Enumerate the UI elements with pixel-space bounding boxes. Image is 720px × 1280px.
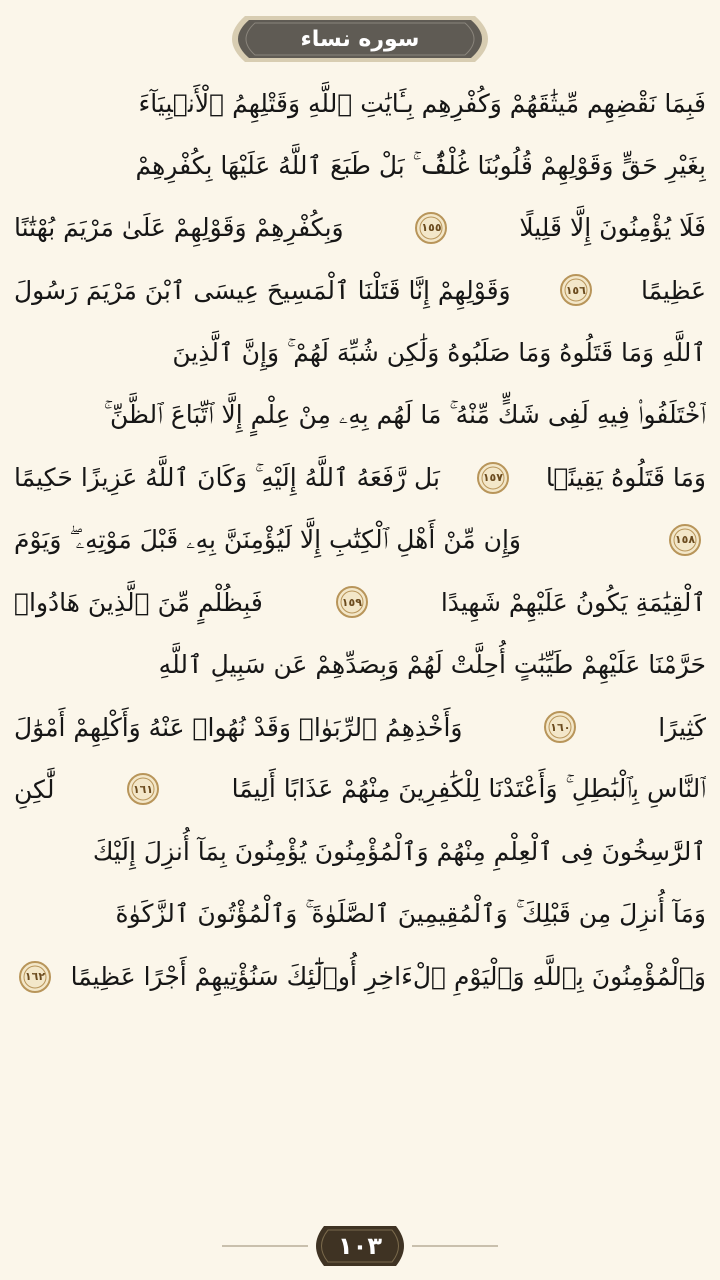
ayah-number-marker: [18, 960, 52, 994]
verse-text: وَقَوْلِهِمْ إِنَّا قَتَلْنَا ٱلْمَسِيحَ عِيسَى ٱبْنَ مَرْيَمَ رَسُولَ: [14, 275, 511, 305]
ayah-number-marker: [543, 710, 577, 744]
verse-text: حَرَّمْنَا عَلَيْهِمْ طَيِّبَٰتٍ أُحِلَّتْ لَهُمْ وَبِصَدِّهِمْ عَن سَبِيلِ ٱللَّهِ: [158, 650, 706, 680]
ayah-number: ١٥٦: [565, 283, 586, 297]
text-line: [14, 259, 706, 321]
verse-text: ٱلنَّاسِ بِٱلْبَٰطِلِ ۚ وَأَعْتَدْنَا لِلْكَٰفِرِينَ مِنْهُمْ عَذَابًا أَلِيمًا: [231, 774, 706, 804]
verse-text: بِغَيْرِ حَقٍّ وَقَوْلِهِمْ قُلُوبُنَا غُلْفٌۢ ۚ بَلْ طَبَعَ ٱللَّهُ عَلَيْهَا بِكُفْرِهِمْ: [135, 150, 706, 180]
verse-text: عَظِيمًا: [640, 275, 706, 305]
text-line: [14, 509, 706, 571]
ayah-number-marker: [335, 585, 369, 619]
page-number: ١٠٣: [338, 1232, 382, 1260]
ayah-number-marker: [414, 211, 448, 245]
verse-text: ٱللَّهِ وَمَا قَتَلُوهُ وَمَا صَلَبُوهُ وَلَٰكِن شُبِّهَ لَهُمْ ۚ وَإِنَّ ٱلَّذِينَ: [172, 337, 706, 367]
verse-text: وَأَخْذِهِمُ ٱلرِّبَوٰا۟ وَقَدْ نُهُوا۟ عَنْهُ وَأَكْلِهِمْ أَمْوَٰلَ: [14, 712, 463, 742]
text-line: [14, 72, 706, 134]
text-line: [14, 634, 706, 696]
ayah-number-marker: [559, 273, 593, 307]
text-line: [14, 446, 706, 508]
ayah-number: ١٦١: [132, 782, 154, 796]
text-line: [14, 322, 706, 384]
ayah-number: ١٦٢: [24, 970, 46, 984]
ayah-number-marker: [668, 523, 702, 557]
verse-text: وَمَآ أُنزِلَ مِن قَبْلِكَ ۚ وَٱلْمُقِيمِينَ ٱلصَّلَوٰةَ ۚ وَٱلْمُؤْتُونَ ٱلزَّكَوٰةَ: [115, 899, 706, 929]
verse-text: ٱلرَّٰسِخُونَ فِى ٱلْعِلْمِ مِنْهُمْ وَٱلْمُؤْمِنُونَ يُؤْمِنُونَ بِمَآ أُنزِلَ إِلَيْكَ: [92, 837, 706, 867]
ayah-number: ١٥٨: [674, 533, 696, 547]
verse-text: وَمَا قَتَلُوهُ يَقِينًۢا: [545, 463, 706, 493]
text-line: [14, 696, 706, 758]
verse-text: ٱلْقِيَٰمَةِ يَكُونُ عَلَيْهِمْ شَهِيدًا: [440, 587, 706, 617]
text-line: [14, 571, 706, 633]
ayah-number: ١٦٠: [550, 720, 571, 734]
verse-text: لَّٰكِنِ: [14, 774, 55, 804]
surah-title: سوره نساء: [300, 26, 420, 52]
ayah-number: ١٥٧: [482, 471, 503, 485]
verse-text: فَلَا يُؤْمِنُونَ إِلَّا قَلِيلًا: [519, 213, 706, 243]
text-line: [14, 758, 706, 820]
verse-text: بَل رَّفَعَهُ ٱللَّهُ إِلَيْهِ ۚ وَكَانَ ٱللَّهُ عَزِيزًا حَكِيمًا: [14, 462, 440, 492]
verse-text: ٱخْتَلَفُوا۟ فِيهِ لَفِى شَكٍّ مِّنْهُ ۚ مَا لَهُم بِهِۦ مِنْ عِلْمٍ إِلَّا ٱتِّبَاعَ ٱلظَّنِّ ۚ: [103, 400, 706, 430]
ayah-number-marker: [476, 461, 510, 495]
verse-text: فَبِمَا نَقْضِهِم مِّيثَٰقَهُمْ وَكُفْرِهِم بِـَٔايَٰتِ ٱللَّهِ وَقَتْلِهِمُ ٱلْأَنۢبِيَآءَ: [138, 88, 706, 118]
text-line: [14, 945, 706, 1007]
text-line: [14, 134, 706, 196]
footer-divider-right: [412, 1245, 498, 1247]
ayah-number: ١٥٩: [341, 595, 362, 609]
verse-text: وَإِن مِّنْ أَهْلِ ٱلْكِتَٰبِ إِلَّا لَيُؤْمِنَنَّ بِهِۦ قَبْلَ مَوْتِهِۦ ۖ وَيَوْمَ: [14, 524, 522, 554]
text-line: [14, 384, 706, 446]
text-line: [14, 821, 706, 883]
quran-page-text: [14, 72, 706, 1008]
verse-text: كَثِيرًا: [658, 712, 706, 742]
verse-text: فَبِظُلْمٍ مِّنَ ٱلَّذِينَ هَادُوا۟: [14, 587, 263, 617]
verse-text: وَٱلْمُؤْمِنُونَ بِٱللَّهِ وَٱلْيَوْمِ ٱلْءَاخِرِ أُو۟لَٰٓئِكَ سَنُؤْتِيهِمْ أَجْرًا عَظِيمًا: [70, 962, 706, 992]
page-number-badge: [308, 1222, 412, 1270]
text-line: [14, 197, 706, 259]
surah-header-banner: [215, 12, 505, 66]
ayah-number: ١٥٥: [421, 221, 442, 235]
verse-text: وَبِكُفْرِهِمْ وَقَوْلِهِمْ عَلَىٰ مَرْيَمَ بُهْتَٰنًا: [14, 213, 344, 243]
ayah-number-marker: [126, 772, 160, 806]
footer-divider-left: [222, 1245, 308, 1247]
text-line: [14, 883, 706, 945]
